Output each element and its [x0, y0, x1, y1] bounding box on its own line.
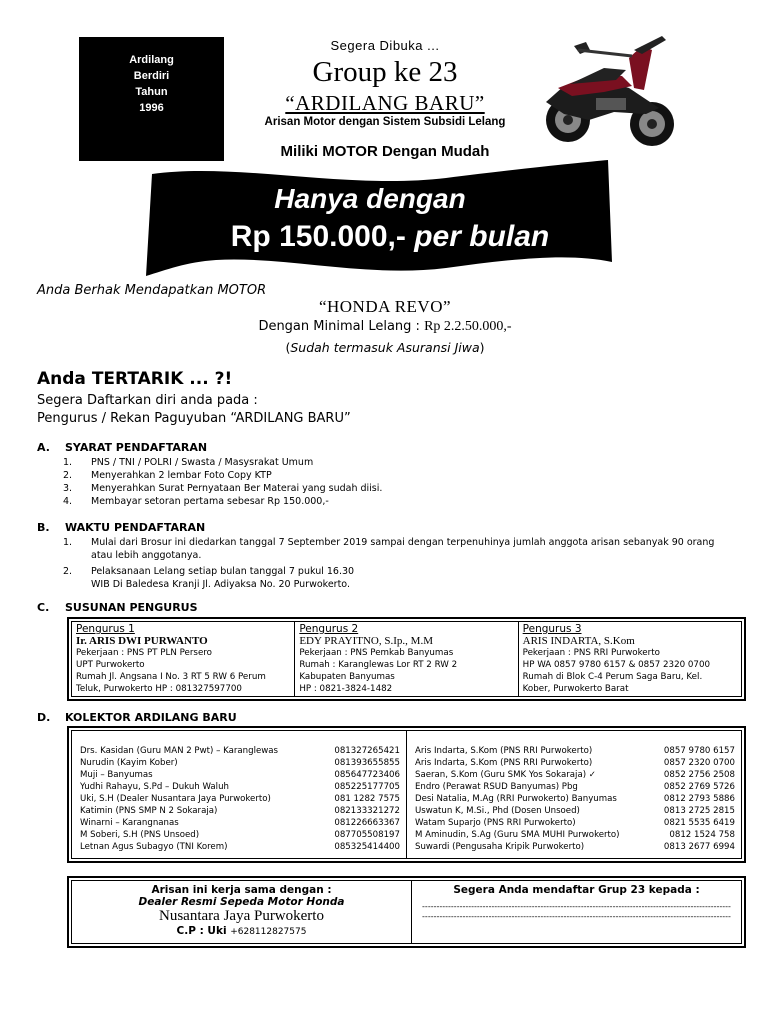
- collector-name: Uki, S.H (Dealer Nusantara Jaya Purwokerto): [80, 794, 271, 804]
- collector-phone: 081327265421: [334, 746, 400, 756]
- motorcycle-image: [534, 28, 684, 154]
- pengurus-line: Rumah di Blok C-4 Perum Saga Baru, Kel.: [522, 672, 703, 682]
- list-item: [63, 482, 723, 495]
- motor-model: “HONDA REVO”: [318, 297, 452, 316]
- price-value: Rp 150.000,-: [230, 220, 406, 253]
- interest-heading: Anda TERTARIK ... ?!: [37, 369, 233, 389]
- item-text: Pelaksanaan Lelang setiap bulan tanggal 7 pukul 16.30 WIB Di Baledesa Kranji Jl. Adiyaksa No. 20 Purwokerto.: [91, 566, 355, 590]
- pengurus-line: HP : 0821-3824-1482: [299, 684, 393, 694]
- section-b-list: [63, 536, 735, 591]
- collector-phone: 087705508197: [334, 830, 400, 840]
- blank-line: -----------------------------------------------------------------------------------------------------------: [422, 912, 731, 921]
- collector-name: Letnan Agus Subagyo (TNI Korem): [80, 842, 228, 852]
- collector-row: [415, 745, 735, 757]
- minbid-label: Dengan Minimal Lelang :: [258, 319, 425, 334]
- pengurus-name: ARIS INDARTA, S.Kom: [522, 635, 635, 647]
- collector-row: [80, 745, 400, 757]
- section-a-letter: A.: [37, 441, 50, 454]
- item-text: Menyerahkan 2 lembar Foto Copy KTP: [91, 470, 272, 481]
- since-line-1: Ardilang: [129, 54, 174, 66]
- item-number: 1.: [63, 457, 73, 468]
- section-b-title: WAKTU PENDAFTARAN: [65, 521, 206, 534]
- since-line-2: Berdiri: [133, 70, 170, 82]
- collector-name: Winarni – Karangnanas: [80, 818, 179, 828]
- pengurus-1: [72, 622, 295, 696]
- item-number: 2.: [63, 470, 73, 481]
- register-to-title: Segera Anda mendaftar Grup 23 kepada :: [453, 884, 700, 896]
- pengurus-line: Pekerjaan : PNS PT PLN Persero: [76, 648, 212, 658]
- pengurus-heading: Pengurus 2: [299, 623, 359, 635]
- list-item: [63, 565, 735, 591]
- collector-row: [415, 829, 735, 841]
- list-item: [63, 495, 723, 508]
- collector-name: Katimin (PNS SMP N 2 Sokaraja): [80, 806, 218, 816]
- collector-row: [415, 817, 735, 829]
- collector-row: [80, 805, 400, 817]
- collector-phone: 0857 2320 0700: [663, 758, 735, 768]
- pengurus-2: [295, 622, 518, 696]
- pengurus-name: EDY PRAYITNO, S.Ip., M.M: [299, 635, 433, 647]
- pengurus-heading: Pengurus 1: [76, 623, 135, 635]
- collector-phone: 0812 2793 5886: [663, 794, 735, 804]
- own-motor-heading: Miliki MOTOR Dengan Mudah: [280, 143, 490, 160]
- collector-row: [415, 805, 735, 817]
- cooperation-info: [72, 881, 412, 943]
- collector-name: Aris Indarta, S.Kom (PNS RRI Purwokerto): [415, 746, 593, 756]
- collector-phone: 085225177705: [334, 782, 400, 792]
- collector-phone: 081 1282 7575: [334, 794, 400, 804]
- per-month: per bulan: [414, 220, 550, 253]
- collector-name: Drs. Kasidan (Guru MAN 2 Pwt) – Karanglewas: [80, 746, 279, 756]
- collector-row: [80, 769, 400, 781]
- coop-dealer-name: Nusantara Jaya Purwokerto: [159, 908, 324, 924]
- collector-phone: 081393655855: [334, 758, 400, 768]
- price-banner: [146, 160, 614, 278]
- list-item: [63, 536, 735, 562]
- pengurus-name: Ir. ARIS DWI PURWANTO: [76, 635, 208, 647]
- collector-row: [80, 781, 400, 793]
- coop-cp-label: C.P : Uki: [176, 925, 231, 937]
- collector-row: [80, 793, 400, 805]
- collector-row: [415, 781, 735, 793]
- blank-line: -----------------------------------------------------------------------------------------------------------: [422, 902, 731, 911]
- item-text: Membayar setoran pertama sebesar Rp 150.000,-: [91, 496, 329, 507]
- coop-dealer: Dealer Resmi Sepeda Motor Honda: [138, 896, 345, 908]
- cooperation-box: [67, 876, 746, 948]
- coop-line-1: Arisan ini kerja sama dengan :: [151, 884, 332, 896]
- kolektor-left-column: [72, 731, 407, 858]
- pengurus-line: Teluk, Purwokerto HP : 081327597700: [76, 684, 242, 694]
- collector-name: Endro (Perawat RSUD Banyumas) Pbg: [415, 782, 578, 792]
- collector-row: [415, 793, 735, 805]
- pengurus-line: UPT Purwokerto: [76, 660, 145, 670]
- collector-name: Watam Suparjo (PNS RRI Purwokerto): [415, 818, 576, 828]
- collector-row: [415, 769, 735, 781]
- section-a-list: [63, 456, 723, 508]
- minimum-bid: [180, 319, 590, 335]
- register-who: Pengurus / Rekan Paguyuban “ARDILANG BARU”: [37, 411, 351, 426]
- section-d-heading: [37, 711, 237, 724]
- pengurus-line: Kober, Purwokerto Barat: [522, 684, 629, 694]
- item-number: 1.: [63, 537, 73, 548]
- insurance-text: Sudah termasuk Asuransi Jiwa: [290, 340, 480, 355]
- collector-phone: 0813 2725 2815: [663, 806, 735, 816]
- item-number: 3.: [63, 483, 73, 494]
- collector-row: [80, 757, 400, 769]
- collector-phone: 0813 2677 6994: [663, 842, 735, 852]
- collector-name: Suwardi (Pengusaha Kripik Purwokerto): [415, 842, 585, 852]
- pengurus-table: [67, 617, 746, 701]
- kolektor-right-column: [407, 731, 741, 858]
- collector-phone: 0812 1524 758: [669, 830, 735, 840]
- item-text: Menyerahkan Surat Pernyataan Ber Materai yang sudah diisi.: [91, 483, 383, 494]
- coming-soon-text: Segera Dibuka ...: [330, 38, 440, 53]
- paren-open: (: [285, 340, 291, 355]
- register-text: Segera Daftarkan diri anda pada :: [37, 393, 258, 408]
- pengurus-3: [519, 622, 741, 696]
- section-a-title: SYARAT PENDAFTARAN: [65, 441, 208, 454]
- kolektor-table: [67, 726, 746, 863]
- item-text: PNS / TNI / POLRI / Swasta / Masysrakat Umum: [91, 457, 314, 468]
- collector-name: Saeran, S.Kom (Guru SMK Yos Sokaraja) ✓: [415, 770, 596, 780]
- collector-row: [80, 817, 400, 829]
- banner-price: [170, 220, 610, 254]
- register-to: [412, 881, 741, 943]
- collector-row: [80, 829, 400, 841]
- group-name: “ARDILANG BARU”: [285, 91, 485, 115]
- item-number: 2.: [63, 566, 73, 577]
- list-item: [63, 456, 723, 469]
- section-a-heading: [37, 441, 207, 454]
- collector-name: M Soberi, S.H (PNS Unsoed): [80, 830, 200, 840]
- group-subtitle: Arisan Motor dengan Sistem Subsidi Lelang: [264, 116, 506, 128]
- collector-name: Aris Indarta, S.Kom (PNS RRI Purwokerto): [415, 758, 593, 768]
- collector-phone: 085647723406: [334, 770, 400, 780]
- collector-phone: 0852 2769 5726: [663, 782, 735, 792]
- collector-name: Yudhi Rahayu, S.Pd – Dukuh Waluh: [80, 782, 229, 792]
- collector-phone: 0821 5535 6419: [663, 818, 735, 828]
- since-box: [79, 37, 224, 161]
- pengurus-line: Pekerjaan : PNS Pemkab Banyumas: [299, 648, 454, 658]
- collector-row: [415, 841, 735, 853]
- group-title: Group ke 23: [312, 56, 458, 88]
- pengurus-heading: Pengurus 3: [522, 623, 582, 635]
- paren-close: ): [479, 340, 485, 355]
- collector-phone: 0852 2756 2508: [663, 770, 735, 780]
- item-number: 4.: [63, 496, 73, 507]
- collector-phone: 082133321272: [334, 806, 400, 816]
- collector-row: [415, 757, 735, 769]
- item-text: Mulai dari Brosur ini diedarkan tanggal 7 September 2019 sampai dengan terpenuhinya jumlah anggota arisan sebanyak 90 orang atau lebih anggotanya.: [91, 537, 715, 561]
- collector-phone: 0857 9780 6157: [663, 746, 735, 756]
- section-b-letter: B.: [37, 521, 50, 534]
- collector-phone: 081226663367: [334, 818, 400, 828]
- section-c-letter: C.: [37, 601, 50, 614]
- pengurus-line: Pekerjaan : PNS RRI Purwokerto: [522, 648, 660, 658]
- since-line-4: 1996: [139, 102, 164, 114]
- pengurus-line: Rumah Jl. Angsana I No. 3 RT 5 RW 6 Perum: [76, 672, 266, 682]
- since-line-3: Tahun: [135, 86, 168, 98]
- section-b-heading: [37, 521, 205, 534]
- pengurus-line: HP WA 0857 9780 6157 & 0857 2320 0700: [522, 660, 711, 670]
- section-d-letter: D.: [37, 711, 51, 724]
- collector-name: Nurudin (Kayim Kober): [80, 758, 178, 768]
- banner-line-1: Hanya dengan: [274, 183, 466, 214]
- coop-cp-phone: +628112827575: [230, 927, 307, 937]
- section-d-title: KOLEKTOR ARDILANG BARU: [65, 711, 237, 724]
- coop-contact: [72, 925, 411, 937]
- collector-name: Desi Natalia, M.Ag (RRI Purwokerto) Banyumas: [415, 794, 617, 804]
- section-c-title: SUSUNAN PENGURUS: [65, 601, 198, 614]
- pengurus-line: Kabupaten Banyumas: [299, 672, 395, 682]
- collector-row: [80, 841, 400, 853]
- minbid-value: Rp 2.2.50.000,-: [424, 319, 512, 334]
- collector-name: M Aminudin, S.Ag (Guru SMA MUHI Purwokerto): [415, 830, 620, 840]
- collector-name: Uswatun K, M.Si., Phd (Dosen Unsoed): [415, 806, 580, 816]
- insurance-note: [230, 340, 540, 355]
- pengurus-line: Rumah : Karanglewas Lor RT 2 RW 2: [299, 660, 458, 670]
- collector-phone: 085325414400: [334, 842, 400, 852]
- collector-name: Muji – Banyumas: [80, 770, 153, 780]
- section-c-heading: [37, 601, 198, 614]
- entitled-text: Anda Berhak Mendapatkan MOTOR: [37, 283, 267, 298]
- list-item: [63, 469, 723, 482]
